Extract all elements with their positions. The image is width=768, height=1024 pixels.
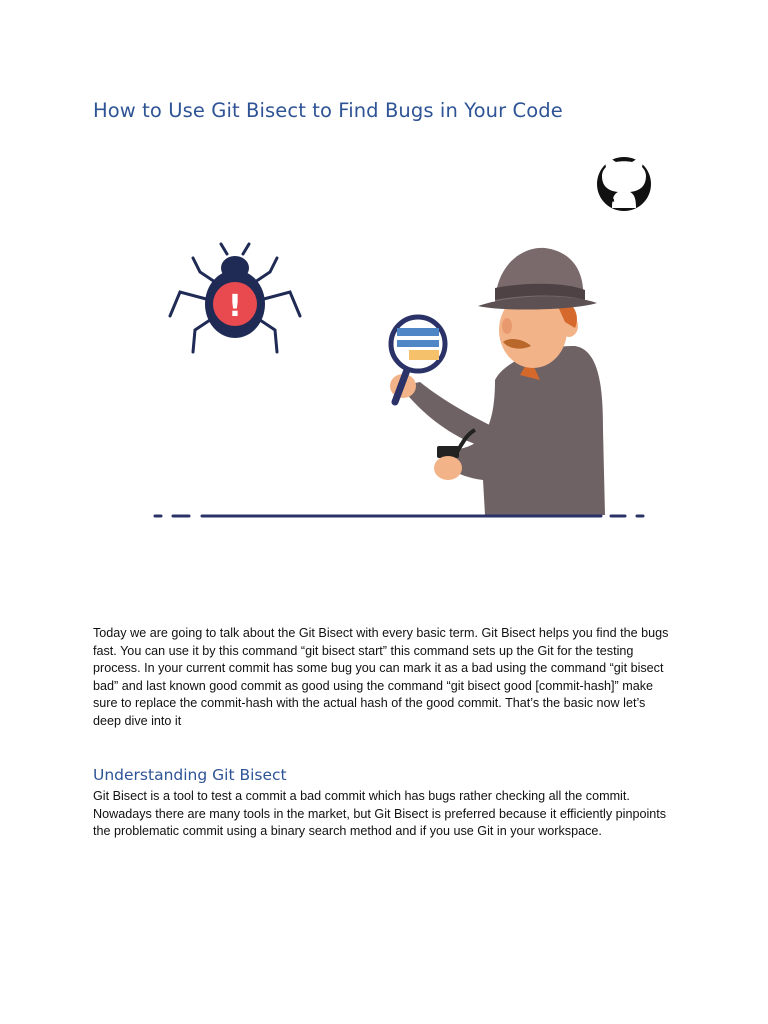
page-title: How to Use Git Bisect to Find Bugs in Your Code — [93, 99, 563, 122]
git-bisect-illustration — [145, 150, 665, 530]
intro-paragraph: Today we are going to talk about the Git Bisect with every basic term. Git Bisect helps you find the bugs fast. You can use it by this command “git bisect start” this command sets up the Git for the testing process. In your current commit has some bug you can mark it as a bad using the command “git bisect bad” and last known good commit as good using the command “git bisect good [commit-hash]” make sure to replace the commit-hash with the actual hash of the good commit. That’s the basic now let’s deep dive into it — [93, 626, 669, 728]
github-icon — [597, 157, 651, 211]
section-heading: Understanding Git Bisect — [93, 766, 287, 784]
section-paragraph: Git Bisect is a tool to test a commit a bad commit which has bugs rather checking all the commit. Nowadays there are many tools in the market, but Git Bisect is preferred because it efficiently pinpoints the problematic commit using a binary search method and if you use Git in your workspace. — [93, 789, 667, 839]
bug-icon — [170, 244, 300, 352]
bug-badge: ! — [228, 289, 242, 324]
detective-figure — [390, 248, 605, 515]
